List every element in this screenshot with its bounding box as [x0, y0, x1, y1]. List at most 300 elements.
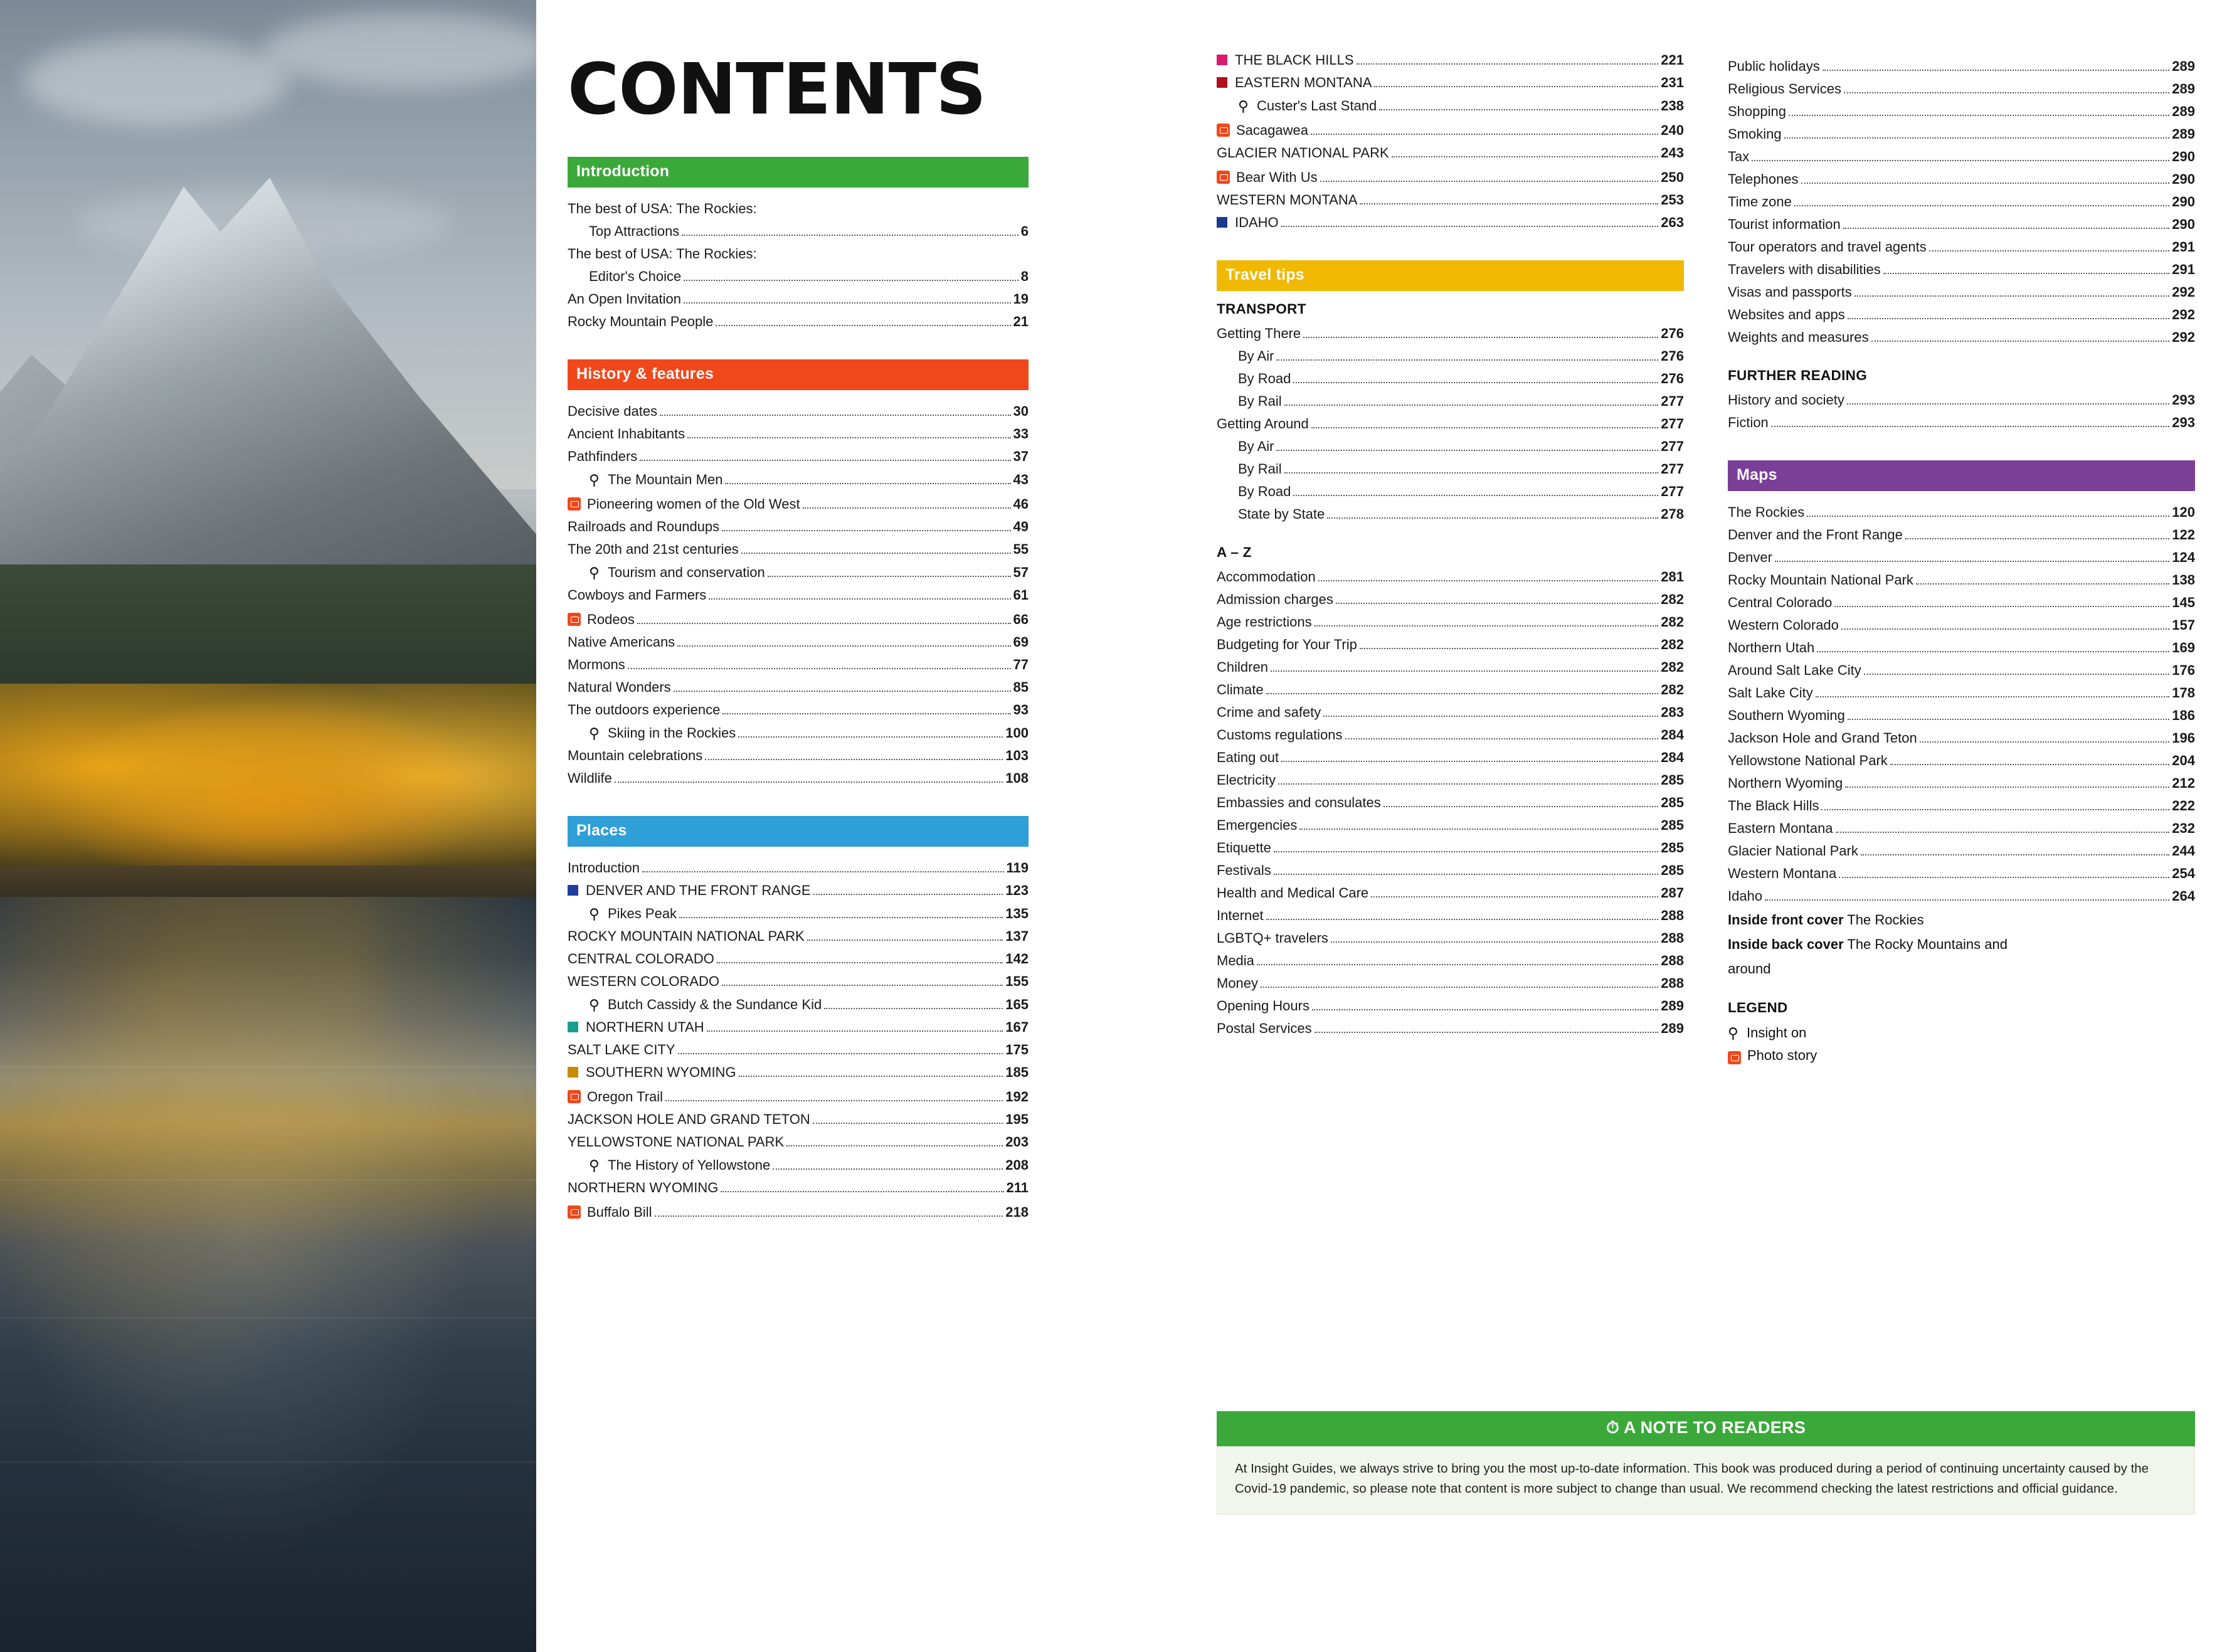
toc-entry[interactable]: [568, 676, 1029, 699]
toc-entry[interactable]: [568, 538, 1029, 561]
toc-entry[interactable]: [568, 970, 1029, 993]
toc-entry[interactable]: [1217, 792, 1684, 814]
toc-entry-label: [1238, 349, 1274, 363]
leader-dots: [1311, 427, 1659, 428]
toc-entry[interactable]: [1217, 724, 1684, 746]
toc-entry-page: 283: [1661, 704, 1684, 720]
leader-dots: [1848, 719, 2169, 720]
legend-label: Photo story: [1747, 1047, 1817, 1063]
toc-entry-page: 277: [1661, 393, 1684, 409]
toc-entry[interactable]: [568, 243, 1029, 265]
toc-entry[interactable]: [568, 468, 1029, 491]
toc-entry[interactable]: [1728, 100, 2195, 123]
leader-dots: [1854, 295, 2170, 297]
toc-entry[interactable]: [568, 1131, 1029, 1153]
leader-dots: [722, 530, 1010, 531]
toc-entry-page: 277: [1661, 415, 1684, 432]
toc-entry-label: [568, 680, 671, 694]
toc-entry[interactable]: [1217, 164, 1684, 189]
toc-entry[interactable]: [568, 423, 1029, 445]
toc-entry[interactable]: [1217, 633, 1684, 656]
toc-entry[interactable]: [1728, 749, 2195, 772]
toc-entry-text: Time zone: [1728, 193, 1792, 209]
toc-entry-text: Western Colorado: [1728, 617, 1839, 633]
toc-entry[interactable]: [1728, 191, 2195, 213]
toc-entry-page: 276: [1661, 370, 1684, 386]
toc-entry-text: Pikes Peak: [608, 905, 677, 921]
leader-dots: [660, 415, 1010, 416]
toc-entry-label: [568, 771, 612, 785]
toc-entry-label: [568, 247, 757, 261]
toc-entry[interactable]: [1728, 772, 2195, 795]
toc-entry-label: [589, 726, 736, 740]
toc-entry-page: 289: [1661, 1020, 1684, 1036]
toc-entry-label: [568, 427, 685, 441]
toc-entry-page: 186: [2172, 707, 2195, 723]
toc-entry-page: 244: [2172, 842, 2195, 859]
toc-entry[interactable]: [1217, 480, 1684, 503]
leader-dots: [1357, 63, 1659, 65]
leader-dots: [739, 1076, 1003, 1077]
ripple: [0, 1461, 536, 1463]
toc-entry[interactable]: [1217, 211, 1684, 234]
toc-entry-label: [1728, 776, 1843, 790]
toc-entry[interactable]: [1217, 322, 1684, 345]
toc-entry-text: By Air: [1238, 438, 1274, 454]
cover-map-note: [1728, 956, 2195, 981]
toc-entry-page: 85: [1013, 679, 1029, 695]
toc-entry[interactable]: [568, 1177, 1029, 1199]
toc-entry[interactable]: [1728, 281, 2195, 304]
toc-entry[interactable]: [1217, 904, 1684, 927]
toc-entry[interactable]: [1217, 995, 1684, 1017]
toc-entry-page: 289: [2172, 103, 2195, 119]
toc-entry[interactable]: [1728, 236, 2195, 258]
toc-entry-text: CENTRAL COLORADO: [568, 950, 714, 966]
toc-entry-text: Western Montana: [1728, 865, 1837, 881]
toc-entry-page: 169: [2172, 639, 2195, 655]
toc-entry-label: [1728, 195, 1792, 209]
leader-dots: [1807, 516, 2169, 517]
leader-dots: [1331, 941, 1658, 943]
toc-entry-page: 263: [1661, 214, 1684, 230]
toc-entry-page: 108: [1005, 770, 1029, 786]
toc-entry[interactable]: [1217, 746, 1684, 769]
toc-entry[interactable]: [1728, 546, 2195, 569]
toc-entry[interactable]: [1217, 859, 1684, 882]
toc-entry[interactable]: [1217, 71, 1684, 94]
toc-entry-label: [568, 1181, 718, 1195]
toc-entry[interactable]: [1728, 326, 2195, 349]
toc-entry[interactable]: [1217, 882, 1684, 904]
toc-entry-text: Bear With Us: [1236, 169, 1318, 185]
toc-entry[interactable]: [1217, 142, 1684, 164]
leader-dots: [824, 1008, 1003, 1009]
toc-entry-label: [568, 520, 719, 534]
toc-column-three: [1728, 0, 2195, 1067]
toc-entry[interactable]: [568, 1108, 1029, 1131]
toc-entry-text: The Rockies: [1728, 504, 1805, 520]
toc-entry[interactable]: [1217, 701, 1684, 724]
leader-dots: [709, 598, 1010, 600]
toc-entry-text: Postal Services: [1217, 1020, 1312, 1036]
toc-entry-page: 243: [1661, 144, 1684, 161]
toc-entry[interactable]: [1728, 213, 2195, 236]
toc-entry-text: THE BLACK HILLS: [1235, 51, 1354, 68]
toc-entry-label: [568, 929, 805, 943]
toc-entry-page: 120: [2172, 504, 2195, 520]
page-title: CONTENTS: [568, 49, 986, 130]
toc-entry[interactable]: [1217, 679, 1684, 701]
toc-entry[interactable]: [568, 1016, 1029, 1039]
toc-entry[interactable]: [1217, 458, 1684, 480]
toc-entry-text: Tour operators and travel agents: [1728, 238, 1927, 255]
toc-list-maps: [1728, 501, 2195, 908]
toc-entry[interactable]: [1217, 972, 1684, 995]
toc-entry[interactable]: [1217, 49, 1684, 71]
leader-dots: [1920, 741, 2170, 743]
toc-entry[interactable]: [1217, 769, 1684, 792]
toc-entry-label: [1217, 169, 1318, 184]
subheading-legend: LEGEND: [1728, 1000, 1788, 1015]
toc-entry-text: Eating out: [1217, 749, 1279, 765]
toc-entry[interactable]: [568, 1061, 1029, 1084]
toc-entry-page: 289: [2172, 80, 2195, 97]
toc-entry-text: NORTHERN UTAH: [586, 1019, 704, 1035]
toc-entry-label: [589, 225, 679, 238]
toc-entry-text: Tourist information: [1728, 216, 1841, 232]
toc-entry[interactable]: [1728, 637, 2195, 659]
toc-entry-label: [1217, 909, 1264, 923]
toc-entry-text: LGBTQ+ travelers: [1217, 929, 1328, 946]
toc-entry[interactable]: [568, 584, 1029, 606]
toc-entry-text: Age restrictions: [1217, 613, 1312, 630]
leader-dots: [1823, 70, 2170, 71]
toc-entry[interactable]: [568, 491, 1029, 516]
color-swatch-icon: [1217, 77, 1227, 88]
toc-entry[interactable]: [1217, 435, 1684, 458]
toc-entry-text: Smoking: [1728, 125, 1782, 142]
toc-entry-page: 119: [1006, 859, 1029, 876]
toc-entry[interactable]: [1728, 885, 2195, 908]
leader-dots: [1345, 738, 1659, 739]
toc-entry-page: 277: [1661, 438, 1684, 454]
toc-entry[interactable]: [1217, 503, 1684, 526]
toc-entry-text: The outdoors experience: [568, 701, 721, 717]
toc-entry[interactable]: [1217, 117, 1684, 142]
toc-entry[interactable]: [1728, 123, 2195, 146]
toc-entry-text: Ancient Inhabitants: [568, 425, 685, 442]
leader-dots: [768, 576, 1011, 577]
toc-entry-page: 46: [1013, 495, 1029, 512]
toc-entry-page: 211: [1006, 1179, 1029, 1195]
toc-entry-text: Buffalo Bill: [587, 1204, 652, 1220]
toc-entry[interactable]: [568, 948, 1029, 970]
toc-entry-page: 185: [1005, 1064, 1029, 1080]
toc-entry-page: 289: [2172, 58, 2195, 74]
toc-entry-label: [1217, 570, 1316, 584]
toc-entry-page: 176: [2172, 662, 2195, 678]
toc-entry-label: [1728, 551, 1772, 564]
leader-dots: [741, 553, 1011, 554]
toc-entry[interactable]: [1728, 411, 2195, 434]
toc-entry[interactable]: [1728, 304, 2195, 326]
toc-entry-label: [589, 472, 722, 487]
toc-entry-text: Rocky Mountain People: [568, 313, 714, 329]
toc-entry[interactable]: [568, 879, 1029, 902]
toc-entry[interactable]: [568, 1199, 1029, 1224]
toc-entry[interactable]: [568, 400, 1029, 423]
toc-entry-page: 221: [1661, 51, 1684, 68]
toc-entry-text: Weights and measures: [1728, 329, 1869, 345]
toc-entry[interactable]: [1728, 614, 2195, 637]
toc-entry[interactable]: [1217, 837, 1684, 859]
leader-dots: [687, 437, 1010, 438]
toc-entry-label: [1728, 573, 1913, 587]
toc-entry-text: Custer's Last Stand: [1257, 97, 1377, 114]
toc-entry-text: By Rail: [1238, 393, 1282, 409]
toc-entry[interactable]: [568, 699, 1029, 721]
leader-dots: [813, 1123, 1003, 1124]
toc-entry-label: [1728, 709, 1845, 723]
toc-entry-label: [1217, 728, 1343, 742]
toc-entry[interactable]: [568, 516, 1029, 538]
leader-dots: [717, 962, 1003, 963]
toc-entry[interactable]: [1217, 94, 1684, 117]
toc-entry-page: 292: [2172, 306, 2195, 322]
toc-entry[interactable]: [1217, 566, 1684, 588]
toc-entry[interactable]: [568, 265, 1029, 288]
toc-entry-page: 276: [1661, 325, 1684, 341]
toc-entry-text: Eastern Montana: [1728, 820, 1833, 836]
toc-entry-page: 281: [1661, 568, 1684, 585]
leader-dots: [1274, 851, 1658, 852]
cover-map-notes: [1728, 908, 2195, 981]
toc-list-places-continued: [1217, 49, 1684, 234]
toc-entry[interactable]: [568, 767, 1029, 790]
toc-entry-page: 77: [1013, 656, 1029, 672]
leader-dots: [1293, 495, 1658, 496]
toc-entry-label: [568, 1113, 810, 1126]
toc-entry-text: Jackson Hole and Grand Teton: [1728, 729, 1917, 746]
toc-entry[interactable]: [568, 857, 1029, 879]
toc-entry-label: [1217, 683, 1264, 697]
toc-entry[interactable]: [568, 925, 1029, 948]
toc-entry[interactable]: [1728, 727, 2195, 749]
toc-entry-label: [568, 749, 702, 763]
toc-entry-label: [1217, 999, 1309, 1013]
toc-entry-page: 93: [1013, 701, 1029, 717]
toc-entry-text: Railroads and Roundups: [568, 518, 720, 534]
toc-entry-text: The best of USA: The Rockies:: [568, 245, 757, 262]
leader-dots: [1929, 250, 2170, 252]
toc-entry-text: Getting There: [1217, 325, 1301, 341]
toc-entry-page: 122: [2172, 526, 2195, 543]
toc-entry-page: 165: [1005, 996, 1029, 1012]
toc-entry-text: Telephones: [1728, 171, 1799, 187]
toc-entry-page: 291: [2172, 261, 2195, 277]
toc-entry-label: [1728, 82, 1841, 96]
toc-entry-label: [1728, 641, 1814, 655]
toc-entry-text: Central Colorado: [1728, 594, 1833, 610]
toc-entry-text: Rocky Mountain National Park: [1728, 571, 1913, 588]
toc-entry[interactable]: [1728, 817, 2195, 840]
toc-entry[interactable]: [1728, 659, 2195, 682]
toc-entry[interactable]: [568, 1084, 1029, 1108]
toc-entry[interactable]: [1728, 591, 2195, 614]
subheading-a-z: A – Z: [1217, 544, 1252, 560]
toc-entry[interactable]: [568, 654, 1029, 676]
leader-dots: [679, 917, 1003, 918]
toc-entry[interactable]: [1217, 927, 1684, 950]
toc-entry-text: Denver and the Front Range: [1728, 526, 1903, 543]
subheading-transport: TRANSPORT: [1217, 301, 1306, 317]
leader-dots: [1379, 109, 1658, 110]
toc-entry-label: [1217, 76, 1372, 90]
toc-entry[interactable]: [1217, 950, 1684, 972]
toc-entry[interactable]: [568, 198, 1029, 220]
toc-entry[interactable]: [1217, 189, 1684, 211]
color-swatch-icon: [568, 1022, 578, 1032]
toc-entry[interactable]: [1728, 795, 2195, 817]
leader-dots: [1392, 156, 1659, 157]
toc-entry-page: 292: [2172, 329, 2195, 345]
leader-dots: [637, 623, 1011, 624]
note-body: At Insight Guides, we always strive to bring you the most up-to-date information. This book was produced during a period of continuing uncertainty caused by the Covid-19 pandemic, so please note that content is more subject to change than usual. We recommend checking the latest restrictions and official guidance.: [1217, 1446, 2195, 1515]
toc-column-one: [568, 0, 1029, 1224]
leader-dots: [640, 460, 1010, 461]
toc-entry[interactable]: [568, 744, 1029, 767]
toc-entry-page: 290: [2172, 216, 2195, 232]
toc-entry-text: Denver: [1728, 549, 1772, 565]
toc-entry[interactable]: [568, 561, 1029, 584]
toc-entry-text: Cowboys and Farmers: [568, 586, 707, 603]
color-swatch-icon: [568, 1067, 578, 1078]
ripple: [0, 1179, 536, 1181]
toc-entry[interactable]: [1728, 840, 2195, 862]
toc-entry[interactable]: [1728, 524, 2195, 546]
toc-entry-text: Websites and apps: [1728, 306, 1845, 322]
toc-entry[interactable]: [1217, 611, 1684, 633]
toc-entry-page: 282: [1661, 659, 1684, 675]
leader-dots: [1336, 603, 1658, 604]
section-header-introduction: Introduction: [568, 157, 1029, 188]
toc-entry-label: [568, 952, 714, 966]
leader-dots: [1303, 337, 1658, 338]
toc-entry-text: GLACIER NATIONAL PARK: [1217, 144, 1389, 161]
toc-entry[interactable]: [568, 902, 1029, 925]
toc-entry[interactable]: [1217, 1017, 1684, 1040]
toc-entry-page: 282: [1661, 613, 1684, 630]
color-swatch-icon: [568, 885, 578, 896]
toc-entry-label: [1728, 240, 1927, 254]
toc-entry[interactable]: [1728, 704, 2195, 727]
toc-entry[interactable]: [1728, 682, 2195, 704]
toc-entry[interactable]: [568, 606, 1029, 631]
toc-entry[interactable]: [568, 1039, 1029, 1061]
toc-entry[interactable]: [1217, 588, 1684, 611]
toc-entry[interactable]: [1217, 413, 1684, 435]
toc-entry[interactable]: [568, 220, 1029, 243]
toc-entry-text: Admission charges: [1217, 591, 1333, 607]
toc-entry[interactable]: [1217, 814, 1684, 837]
leader-dots: [807, 940, 1003, 941]
toc-entry[interactable]: [1728, 569, 2195, 591]
toc-entry-page: 30: [1013, 403, 1029, 419]
toc-entry-label: [1217, 841, 1271, 855]
toc-entry[interactable]: [568, 445, 1029, 468]
toc-entry[interactable]: [568, 631, 1029, 654]
toc-entry-text: Yellowstone National Park: [1728, 752, 1888, 768]
toc-entry-page: 19: [1013, 290, 1029, 307]
toc-entry-label: [1728, 150, 1749, 164]
toc-entry-text: The History of Yellowstone: [608, 1157, 771, 1173]
toc-entry-page: 135: [1005, 905, 1029, 921]
toc-entry[interactable]: [1728, 78, 2195, 100]
toc-entry[interactable]: [1217, 368, 1684, 390]
toc-entry[interactable]: [1217, 345, 1684, 368]
leader-dots: [1789, 115, 2169, 116]
toc-entry-text: Oregon Trail: [587, 1088, 664, 1104]
toc-entry[interactable]: [1728, 258, 2195, 281]
toc-entry[interactable]: [1728, 55, 2195, 78]
toc-entry-label: [568, 543, 739, 556]
toc-entry-text: Northern Wyoming: [1728, 775, 1843, 791]
cover-map-note: [1728, 932, 2195, 956]
toc-entry-page: 282: [1661, 636, 1684, 652]
toc-entry[interactable]: [1728, 168, 2195, 191]
toc-entry-label: [1728, 263, 1881, 277]
toc-entry-text: Embassies and consulates: [1217, 794, 1381, 810]
toc-entry[interactable]: [568, 993, 1029, 1016]
toc-entry-text: Tax: [1728, 148, 1750, 164]
toc-entry[interactable]: [1728, 389, 2195, 411]
toc-entry-label: [589, 565, 765, 580]
toc-entry[interactable]: [1728, 501, 2195, 524]
toc-entry-page: 287: [1661, 884, 1684, 901]
toc-entry-label: [589, 1158, 770, 1172]
toc-entry-page: 285: [1661, 794, 1684, 810]
toc-entry[interactable]: [1728, 862, 2195, 885]
toc-entry-page: 284: [1661, 726, 1684, 743]
leader-dots: [1916, 583, 2169, 585]
leader-dots: [1890, 764, 2169, 765]
leader-dots: [1905, 538, 2169, 539]
leader-dots: [725, 483, 1010, 484]
toc-entry[interactable]: [568, 288, 1029, 310]
toc-entry-page: 282: [1661, 591, 1684, 607]
toc-entry[interactable]: [1217, 656, 1684, 679]
toc-entry[interactable]: [1217, 390, 1684, 413]
toc-entry[interactable]: [1728, 146, 2195, 168]
toc-entry[interactable]: [568, 1153, 1029, 1177]
toc-entry-label: [1728, 308, 1845, 322]
toc-entry-label: [1728, 60, 1820, 73]
toc-entry-label: [1728, 285, 1852, 299]
toc-entry[interactable]: [568, 310, 1029, 333]
leader-dots: [1284, 405, 1659, 406]
toc-entry-label: [1217, 122, 1308, 137]
leader-dots: [1794, 205, 2169, 206]
toc-entry-label: [1217, 977, 1258, 990]
insight-on-icon: ⚲: [589, 564, 600, 581]
leader-dots: [1861, 854, 2169, 855]
leader-dots: [1752, 160, 2169, 161]
toc-entry-text: Shopping: [1728, 103, 1786, 119]
cover-map-value: The Rockies: [1847, 911, 1924, 928]
toc-entry[interactable]: [568, 721, 1029, 744]
leader-dots: [1843, 228, 2170, 229]
